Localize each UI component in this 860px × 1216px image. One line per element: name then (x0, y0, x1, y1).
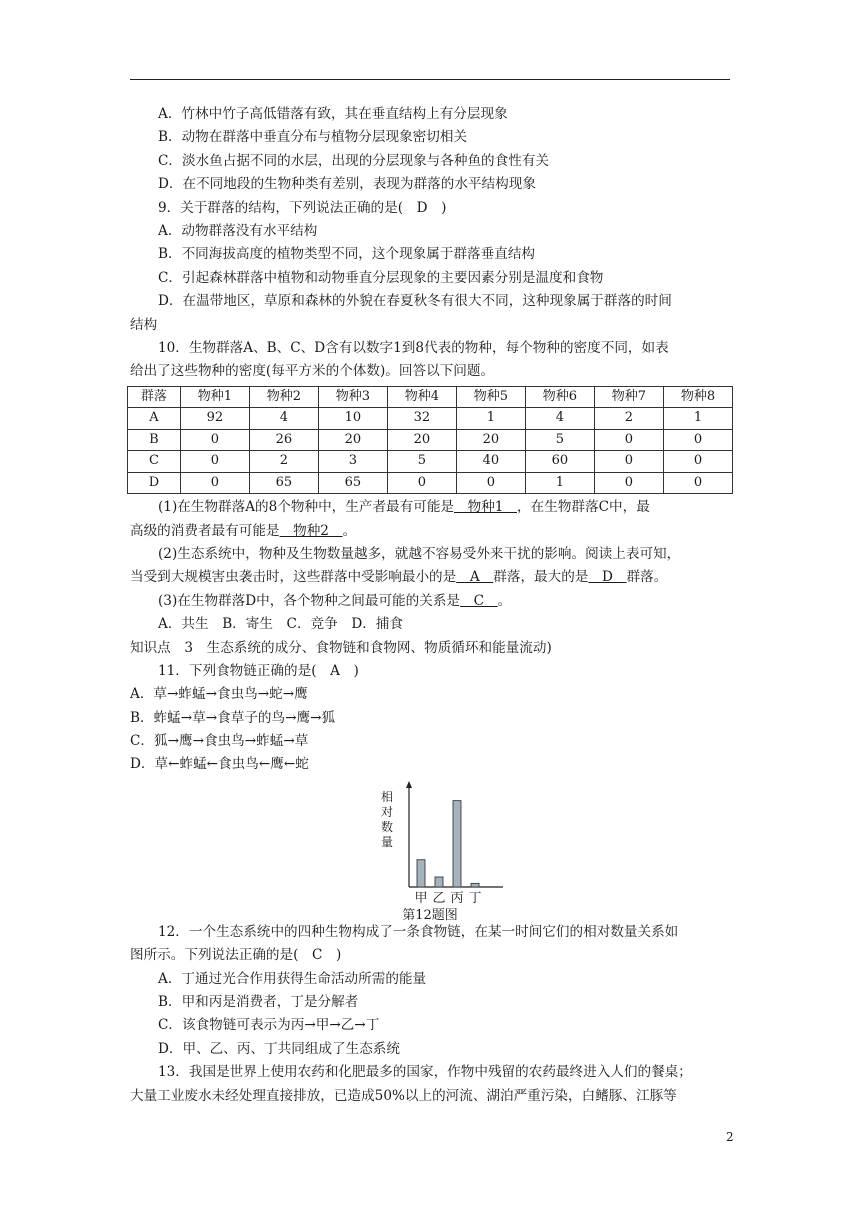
table-cell: 0 (594, 472, 663, 494)
species-density-table (127, 386, 733, 495)
table-row (128, 429, 733, 451)
table-cell: 5 (525, 429, 594, 451)
q10-part2-line2 (130, 566, 730, 589)
table-cell: 0 (456, 472, 525, 494)
q8-option-c: C．淡水鱼占据不同的水层，出现的分层现象与各种鱼的食性有关 (158, 152, 550, 169)
table-cell: 20 (318, 429, 387, 451)
table-cell: 0 (663, 429, 732, 451)
q10-part1-text: 高级的消费者最有可能是 (130, 522, 280, 539)
table-cell: 1 (663, 408, 732, 430)
table-header-cell: 物种7 (594, 386, 663, 408)
table-cell: 0 (663, 472, 732, 494)
table-cell: 0 (594, 451, 663, 473)
table-header-cell: 物种4 (387, 386, 456, 408)
q10-part1-text: ，在生物群落C中，最 (517, 499, 650, 516)
table-header-cell: 群落 (128, 386, 181, 408)
table-row (128, 472, 733, 494)
x-tick-label: 丁 (468, 890, 482, 905)
table-header-cell: 物种6 (525, 386, 594, 408)
table-header-cell: 物种8 (663, 386, 732, 408)
page-number: 2 (726, 1130, 734, 1144)
table-header-row (128, 386, 733, 408)
table-row (128, 408, 733, 430)
q10-part3-text: 。 (497, 592, 512, 609)
q12-option-b: B．甲和丙是消费者，丁是分解者 (158, 994, 359, 1011)
table-cell: 4 (249, 408, 318, 430)
q10-part1-line1 (130, 496, 730, 519)
x-tick-label: 乙 (432, 890, 446, 905)
q12-option-c: C．该食物链可表示为丙→甲→乙→丁 (158, 1017, 380, 1034)
table-cell: 65 (249, 472, 318, 494)
q9-option-b: B．不同海拔高度的植物类型不同，这个现象属于群落垂直结构 (158, 246, 536, 263)
table-cell: 5 (387, 451, 456, 473)
q13-line2: 大量工业废水未经处理直接排放，已造成50%以上的河流、湖泊严重污染，白鳍豚、江豚等 (130, 1087, 677, 1104)
table-cell: B (128, 429, 181, 451)
x-tick-label: 丙 (450, 890, 464, 905)
q9-option-d-line2: 结构 (130, 316, 158, 333)
table-cell: 0 (180, 429, 249, 451)
q10-part2-text: 当受到大规模害虫袭击时，这些群落中受影响最小的是 (130, 569, 457, 586)
table-cell: 20 (456, 429, 525, 451)
q10-part3-text: (3)在生物群落D中，各个物种之间最可能的关系是 (158, 592, 461, 609)
q10-stem-line1: 10．生物群落A、B、C、D含有以数字1到8代表的物种，每个物种的密度不同，如表 (158, 339, 669, 356)
q10-part2-answer1: A (456, 569, 494, 586)
table-cell: 26 (249, 429, 318, 451)
q9-option-d-line1: D．在温带地区，草原和森林的外貌在春夏秋冬有很大不同，这种现象属于群落的时间 (158, 293, 672, 310)
q11-option-d: D．草←蚱蜢←食虫鸟←鹰←蛇 (130, 756, 309, 773)
table-cell: 0 (663, 451, 732, 473)
table-header-cell: 物种2 (249, 386, 318, 408)
y-axis-label-char: 相 (380, 789, 394, 804)
table-header-cell: 物种3 (318, 386, 387, 408)
table-cell: 3 (318, 451, 387, 473)
figure-q12 (130, 779, 730, 921)
y-axis-label-char: 量 (380, 834, 394, 849)
table-cell: 65 (318, 472, 387, 494)
q12-stem-line1: 12．一个生态系统中的四种生物构成了一条食物链，在某一时间它们的相对数量关系如 (158, 923, 679, 940)
q10-part3-options: A．共生 B．寄生 C．竞争 D．捕食 (158, 616, 404, 633)
q8-option-b: B．动物在群落中垂直分布与植物分层现象密切相关 (158, 129, 468, 146)
q8-option-d: D．在不同地段的生物种类有差别，表现为群落的水平结构现象 (158, 176, 536, 193)
table-cell: 92 (180, 408, 249, 430)
y-axis-arrow-icon (406, 781, 412, 788)
relative-quantity-bar-chart (375, 779, 505, 905)
table-cell: 60 (525, 451, 594, 473)
q12-option-a: A．丁通过光合作用获得生命活动所需的能量 (158, 970, 427, 987)
table-header-cell: 物种5 (456, 386, 525, 408)
q10-part2-line1: (2)生态系统中，物种及生物数量越多，就越不容易受外来干扰的影响。阅读上表可知， (158, 545, 681, 562)
q11-stem: 11．下列食物链正确的是( A ) (158, 662, 359, 679)
table-cell: 1 (456, 408, 525, 430)
x-tick-label: 甲 (414, 890, 428, 905)
q8-option-a: A．竹林中竹子高低错落有致，其在垂直结构上有分层现象 (158, 106, 508, 122)
y-axis-label-char: 数 (380, 819, 394, 834)
table-cell: 32 (387, 408, 456, 430)
q10-part2-text: 群落，最大的是 (493, 569, 589, 586)
q10-part1-answer2: 物种2 (279, 522, 343, 539)
header-rule (130, 79, 730, 80)
q11-option-b: B．蚱蜢→草→食草子的鸟→鹰→狐 (130, 709, 336, 726)
q10-stem-line2: 给出了这些物种的密度(每平方米的个体数)。回答以下问题。 (130, 363, 495, 380)
table-row (128, 451, 733, 473)
table-cell: 0 (180, 472, 249, 494)
table-cell: 1 (525, 472, 594, 494)
bar-丙 (453, 801, 461, 887)
q12-option-d: D．甲、乙、丙、丁共同组成了生态系统 (158, 1040, 400, 1057)
knowledge-point-heading: 知识点 3 生态系统的成分、食物链和食物网、物质循环和能量流动) (130, 639, 552, 656)
q10-part2-text: 群落。 (626, 569, 668, 586)
q10-part3-answer: C (460, 592, 498, 609)
q10-part1-line2 (130, 520, 730, 543)
table-cell: 2 (594, 408, 663, 430)
table-cell: 10 (318, 408, 387, 430)
table-cell: 0 (387, 472, 456, 494)
page-content (130, 103, 730, 1108)
bar-丁 (471, 883, 479, 887)
table-cell: 0 (594, 429, 663, 451)
q9-stem: 9．关于群落的结构，下列说法正确的是( D ) (158, 199, 447, 216)
q10-part3-line1 (130, 590, 730, 613)
table-cell: 2 (249, 451, 318, 473)
q9-option-a: A．动物群落没有水平结构 (158, 222, 318, 239)
q13-line1: 13．我国是世界上使用农药和化肥最多的国家，作物中残留的农药最终进入人们的餐桌； (158, 1064, 692, 1081)
table-cell: 40 (456, 451, 525, 473)
table-cell: 0 (180, 451, 249, 473)
q10-part1-text: 。 (342, 522, 357, 539)
q10-part1-answer1: 物种1 (454, 499, 518, 516)
q11-option-a: A．草→蚱蜢→食虫鸟→蛇→鹰 (130, 686, 308, 703)
y-axis-label-char: 对 (380, 804, 394, 819)
bar-甲 (417, 860, 425, 887)
q10-part2-answer2: D (588, 569, 627, 586)
q9-option-c: C．引起森林群落中植物和动物垂直分层现象的主要因素分别是温度和食物 (158, 269, 604, 286)
table-header-cell: 物种1 (180, 386, 249, 408)
table-cell: 20 (387, 429, 456, 451)
x-tick-label-group (414, 891, 481, 905)
q11-option-c: C．狐→鹰→食虫鸟→蚱蜢→草 (130, 733, 309, 750)
table-cell: A (128, 408, 181, 430)
q12-stem-line2: 图所示。下列说法正确的是( C ) (130, 947, 342, 964)
bar-group (417, 801, 479, 887)
q10-part1-text: (1)在生物群落A的8个物种中，生产者最有可能是 (158, 499, 455, 516)
bar-乙 (435, 877, 443, 887)
figure-caption: 第12题图 (402, 907, 458, 923)
table-cell: 4 (525, 408, 594, 430)
table-cell: C (128, 451, 181, 473)
table-cell: D (128, 472, 181, 494)
